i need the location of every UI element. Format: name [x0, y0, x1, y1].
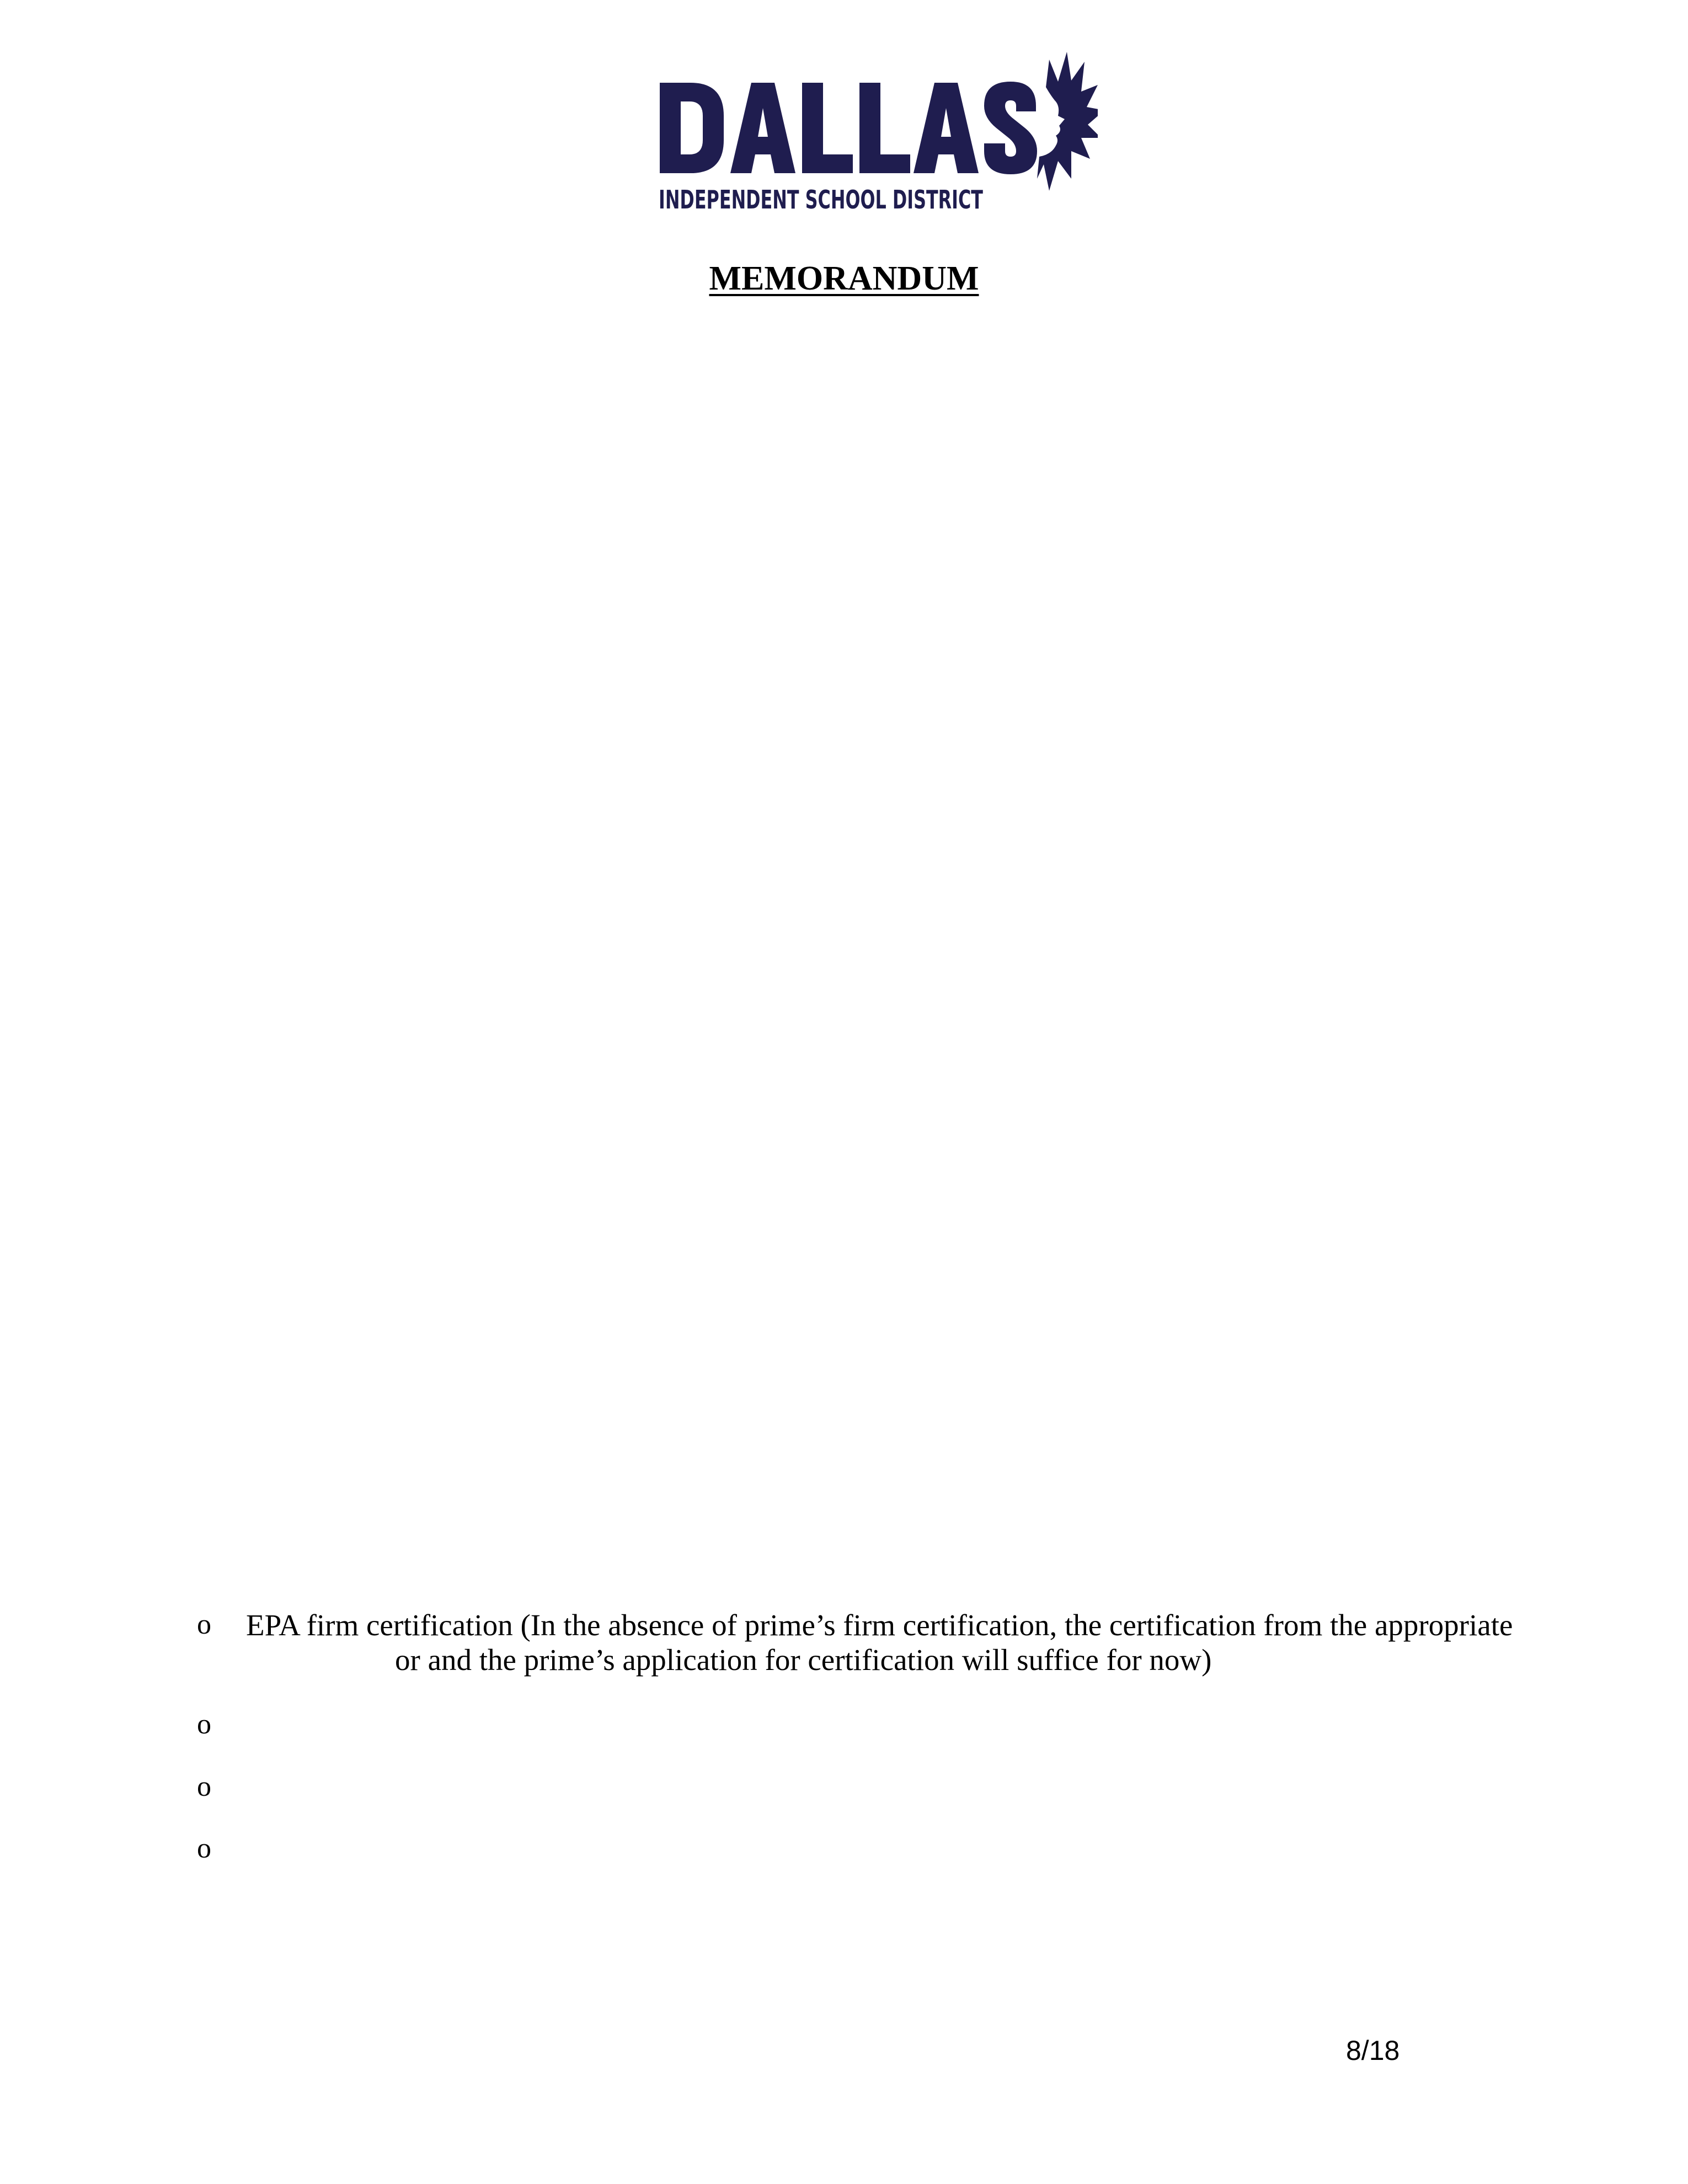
page-number: 8/18: [1346, 2035, 1400, 2066]
bullet-marker: o: [197, 1771, 211, 1802]
memo-title: [0, 259, 1688, 298]
dallas-isd-logo-graphic: [656, 49, 1098, 214]
bullet-text-line-1: EPA firm certification (In the absence of prime’s firm certification, the certification from the appropriate: [246, 1608, 1513, 1642]
logo-subtitle-art: INDEPENDENT SCHOOL DISTRICT: [659, 185, 984, 214]
bullet-marker: o: [197, 1833, 211, 1864]
dallas-isd-logo: [656, 49, 1098, 214]
bullet-marker: o: [197, 1609, 211, 1640]
bullet-text-line-2: or and the prime’s application for certification will suffice for now): [395, 1643, 1212, 1677]
bullet-marker: o: [197, 1709, 211, 1740]
bullet-text: [246, 1608, 1570, 1677]
memo-title-text: MEMORANDUM: [709, 260, 979, 297]
